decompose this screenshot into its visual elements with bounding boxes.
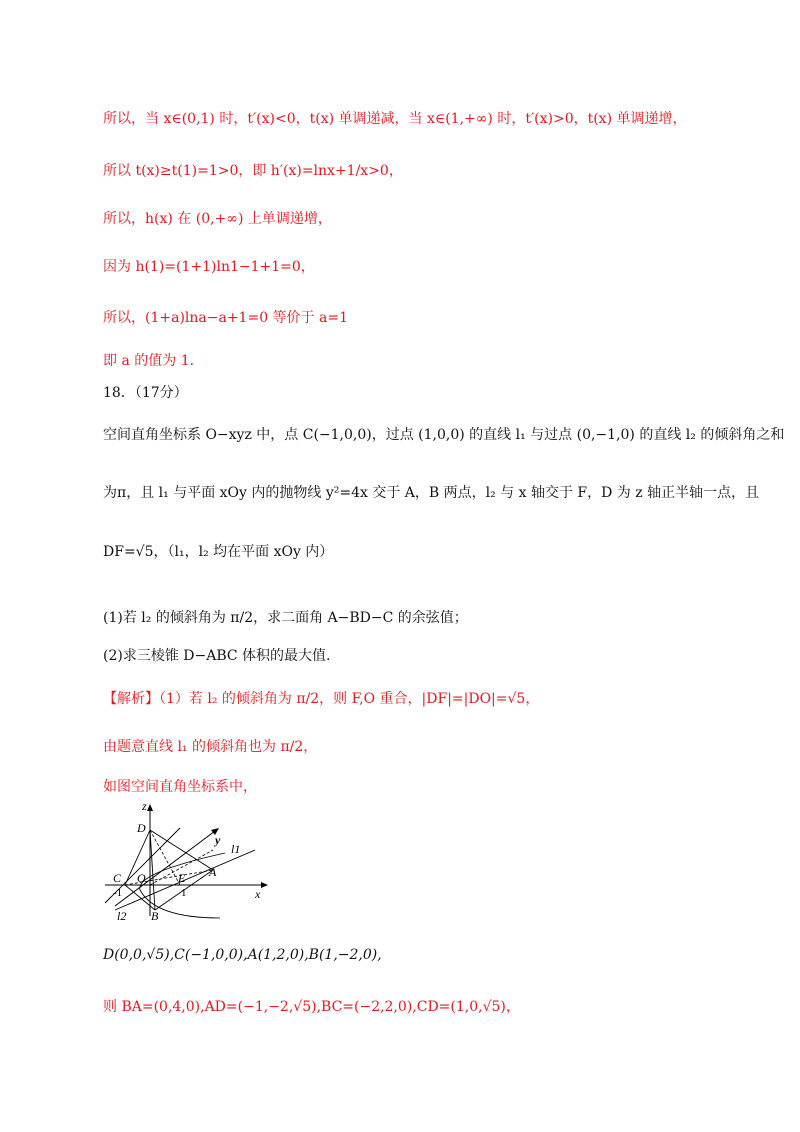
line-h-at-one: 因为 h(1)=(1+1)ln1−1+1=0，	[103, 259, 315, 275]
line-t-positive: 所以 t(x)≥t(1)=1>0，即 h′(x)=lnx+1/x>0，	[103, 163, 403, 179]
label-z: z	[142, 799, 147, 813]
label-l2: l2	[117, 909, 127, 923]
label-E: E	[178, 871, 186, 885]
solution-line-3: 如图空间直角坐标系中，	[103, 779, 257, 795]
label-l1: l1	[231, 842, 241, 856]
line-h-increasing: 所以，h(x) 在 (0,+∞) 上单调递增，	[103, 211, 332, 227]
question-2: (2)求三棱锥 D−ABC 体积的最大值.	[103, 648, 331, 664]
label-y: y	[215, 833, 221, 847]
problem-number: 18．（17分）	[103, 385, 188, 401]
z-arrow	[147, 804, 153, 811]
coordinate-figure	[95, 798, 275, 923]
label-x: x	[255, 887, 261, 901]
label-D: D	[137, 821, 146, 835]
label-B: B	[151, 909, 159, 923]
solution-line-2: 由题意直线 l₁ 的倾斜角也为 π/2，	[103, 739, 318, 755]
label-one: 1	[181, 887, 187, 899]
problem-statement-1: 空间直角坐标系 O−xyz 中，点 C(−1,0,0)，过点 (1,0,0) 的直线 l₁ 与过点 (0,−1,0) 的直线 l₂ 的倾斜角之和	[103, 427, 785, 443]
solution-line-1: 【解析】（1）若 l₂ 的倾斜角为 π/2，则 F,O 重合，|DF|=|DO|=√5，	[103, 691, 540, 707]
line-equivalence: 所以，(1+a)lna−a+1=0 等价于 a=1	[103, 310, 348, 326]
label-neg1: -1	[113, 887, 123, 899]
edge-DB	[150, 830, 155, 910]
x-arrow	[261, 882, 268, 888]
line-answer-a: 即 a 的值为 1．	[103, 353, 204, 369]
line-monotonicity: 所以，当 x∈(0,1) 时，t′(x)<0，t(x) 单调递减，当 x∈(1,+∞) 时，t′(x)>0，t(x) 单调递增，	[103, 111, 687, 127]
solution-coordinates: D(0,0,√5),C(−1,0,0),A(1,2,0),B(1,−2,0),	[103, 947, 382, 963]
label-O: O	[137, 871, 146, 885]
problem-statement-2: 为π，且 l₁ 与平面 xOy 内的抛物线 y²=4x 交于 A，B 两点，l₂ 与 x 轴交于 F，D 为 z 轴正半轴一点，且	[103, 485, 760, 501]
y-axis	[115, 831, 215, 906]
solution-vectors: 则 BA=(0,4,0),AD=(−1,−2,√5),BC=(−2,2,0),CD=(1,0,√5)，	[103, 999, 520, 1015]
question-1: (1)若 l₂ 的倾斜角为 π/2，求二面角 A−BD−C 的余弦值；	[103, 610, 468, 626]
label-A: A	[209, 865, 217, 879]
label-C: C	[113, 871, 122, 885]
problem-statement-3: DF=√5，（l₁，l₂ 均在平面 xOy 内）	[103, 544, 334, 560]
